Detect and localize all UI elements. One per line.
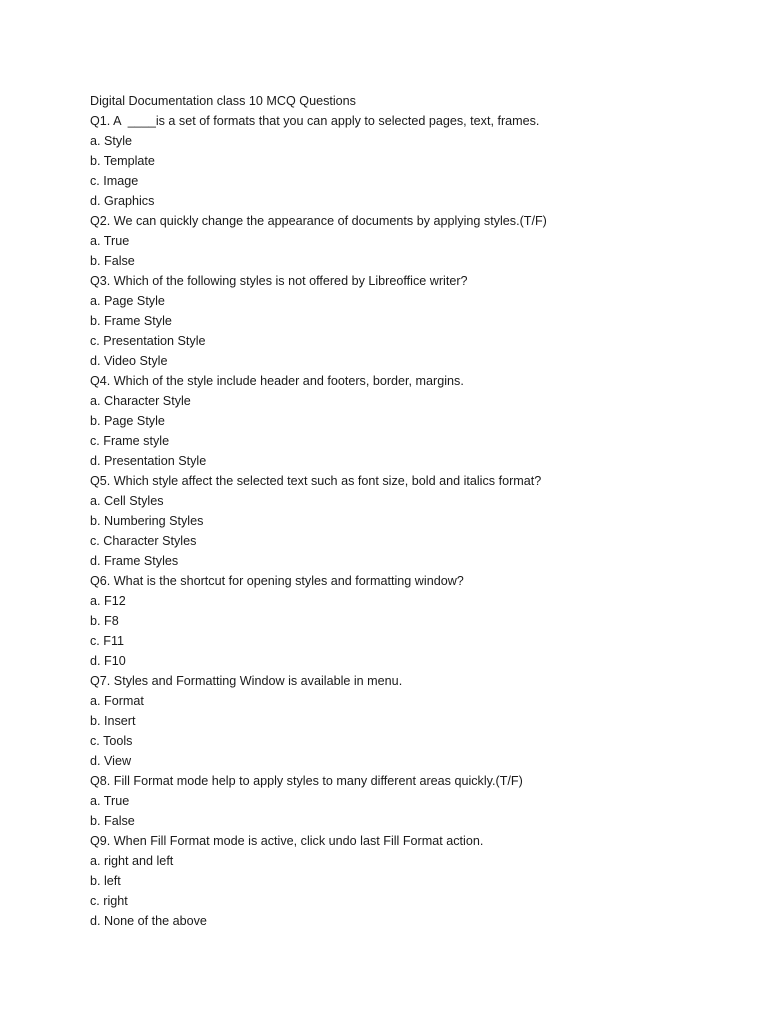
answer-option: d. Frame Styles [90, 554, 179, 568]
question-text: Q7. Styles and Formatting Window is available in menu. [90, 674, 403, 688]
answer-option: a. F12 [90, 594, 126, 608]
answer-option: a. Page Style [90, 294, 165, 308]
question-text: Q8. Fill Format mode help to apply styles to many different areas quickly.(T/F) [90, 774, 523, 788]
question-text: Q6. What is the shortcut for opening styles and formatting window? [90, 574, 464, 588]
answer-option: b. False [90, 814, 135, 828]
answer-option: a. True [90, 234, 130, 248]
answer-option: a. Cell Styles [90, 494, 164, 508]
answer-option: d. Graphics [90, 194, 155, 208]
question-block-4 [90, 371, 730, 471]
answer-option: d. Presentation Style [90, 454, 207, 468]
document-title: Digital Documentation class 10 MCQ Questions [90, 94, 356, 108]
question-text: Q2. We can quickly change the appearance of documents by applying styles.(T/F) [90, 214, 547, 228]
answer-option: b. Page Style [90, 414, 165, 428]
answer-option: d. View [90, 754, 132, 768]
answer-option: c. Image [90, 174, 139, 188]
answer-option: d. None of the above [90, 914, 207, 928]
question-block-5 [90, 471, 730, 571]
question-list [90, 111, 730, 931]
answer-option: b. False [90, 254, 135, 268]
answer-option: c. Character Styles [90, 534, 197, 548]
question-text: Q5. Which style affect the selected text such as font size, bold and italics format? [90, 474, 542, 488]
answer-option: b. Insert [90, 714, 136, 728]
answer-option: c. Frame style [90, 434, 170, 448]
answer-option: c. right [90, 894, 128, 908]
answer-option: c. Tools [90, 734, 133, 748]
question-text: Q1. A ____is a set of formats that you can apply to selected pages, text, frames. [90, 114, 540, 128]
answer-option: b. F8 [90, 614, 119, 628]
question-block-7 [90, 671, 730, 771]
answer-option: b. Template [90, 154, 155, 168]
question-block-2 [90, 211, 730, 271]
question-block-3 [90, 271, 730, 371]
answer-option: b. left [90, 874, 121, 888]
answer-option: b. Frame Style [90, 314, 172, 328]
answer-option: d. F10 [90, 654, 126, 668]
question-block-9 [90, 831, 730, 931]
answer-option: a. Style [90, 134, 132, 148]
answer-option: a. True [90, 794, 130, 808]
document-page [90, 91, 730, 931]
answer-option: c. F11 [90, 634, 125, 648]
answer-option: a. Character Style [90, 394, 191, 408]
question-text: Q9. When Fill Format mode is active, click undo last Fill Format action. [90, 834, 484, 848]
question-text: Q4. Which of the style include header and footers, border, margins. [90, 374, 464, 388]
answer-option: a. right and left [90, 854, 174, 868]
question-block-6 [90, 571, 730, 671]
answer-option: b. Numbering Styles [90, 514, 204, 528]
answer-option: c. Presentation Style [90, 334, 206, 348]
question-block-8 [90, 771, 730, 831]
question-block-1 [90, 111, 730, 211]
question-text: Q3. Which of the following styles is not offered by Libreoffice writer? [90, 274, 468, 288]
answer-option: d. Video Style [90, 354, 168, 368]
answer-option: a. Format [90, 694, 144, 708]
